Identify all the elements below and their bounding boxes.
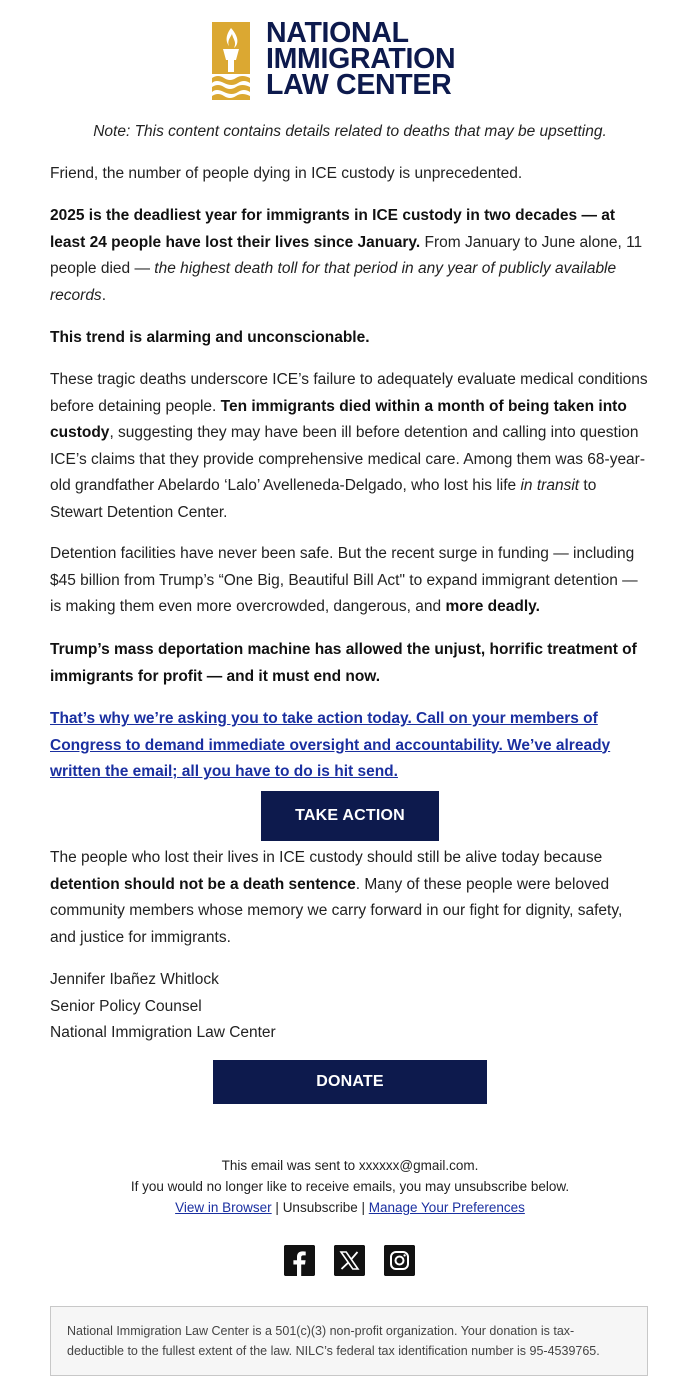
paragraph-closing [50, 845, 650, 951]
deadliest-year-end: . [101, 286, 106, 304]
facebook-icon[interactable] [284, 1245, 315, 1276]
x-icon[interactable] [334, 1245, 365, 1276]
paragraph-medical-failure [50, 367, 650, 526]
signature-block [50, 967, 650, 1047]
footer-separator: | [271, 1200, 283, 1215]
manage-preferences-link[interactable]: Manage Your Preferences [368, 1200, 525, 1215]
unsubscribe-link[interactable]: Unsubscribe [282, 1200, 358, 1215]
medical-failure-text-3: to Stewart Detention Center. [50, 477, 597, 521]
paragraph-alarming [50, 325, 650, 352]
footer-links [0, 1197, 700, 1218]
content-warning-note: Note: This content contains details related to deaths that may be upsetting. [93, 123, 607, 140]
legal-disclaimer-box [50, 1306, 648, 1376]
signature-title: Senior Policy Counsel [50, 997, 202, 1015]
cta-take-action-link[interactable]: That’s why we’re asking you to take action today. Call on your members of Congress to demand immediate oversight and accountability. We’ve already written the email; all you have to do is hit send. [50, 710, 611, 780]
footer-sent-to: This email was sent to xxxxxx@gmail.com. [221, 1158, 479, 1173]
footer-unsubscribe-note: If you would no longer like to receive emails, you may unsubscribe below. [130, 1179, 570, 1194]
paragraph-intro [50, 161, 650, 188]
paragraph-deportation [50, 637, 650, 690]
view-in-browser-link[interactable]: View in Browser [175, 1200, 272, 1215]
paragraph-funding [50, 541, 650, 621]
footer-separator: | [357, 1200, 369, 1215]
signature-org: National Immigration Law Center [50, 1024, 276, 1041]
instagram-icon[interactable] [384, 1245, 415, 1276]
closing-text-1: The people who lost their lives in ICE custody should still be alive today because [50, 849, 603, 866]
deadliest-year-text: From January to June alone, 11 people died — [50, 233, 643, 277]
logo-wordmark [266, 17, 456, 101]
deportation-bold: Trump’s mass deportation machine has allowed the unjust, horrific treatment of immigrants for profit — and it must end now. [50, 641, 637, 685]
funding-bold: more deadly. [445, 598, 540, 615]
paragraph-intro-text: Friend, the number of people dying in ICE custody is unprecedented. [50, 165, 523, 182]
logo-line-3: LAW CENTER [266, 69, 452, 101]
funding-text: Detention facilities have never been safe. But the recent surge in funding — including $45 billion from Trump’s “One Big, Beautiful Bill Act" to expand immigrant detention — is making them even more overcrowded, dangerous, and [50, 545, 638, 615]
take-action-button[interactable]: TAKE ACTION [261, 791, 439, 841]
deadliest-year-italic: the highest death toll for that period in any year of publicly available records [50, 260, 617, 304]
legal-disclaimer-text: National Immigration Law Center is a 501(c)(3) non-profit organization. Your donation is tax-deductible to the fullest extent of the law. NILC’s federal tax identification number is 95-4539765. [67, 1324, 600, 1358]
deadliest-year-bold: 2025 is the deadliest year for immigrants in ICE custody in two decades — at least 24 people have lost their lives since January. [50, 207, 616, 251]
paragraph-deadliest-year [50, 203, 650, 309]
social-links [284, 1245, 416, 1277]
nilc-logo[interactable] [212, 17, 492, 101]
logo-line-2: IMMIGRATION [266, 43, 456, 75]
medical-failure-text-1: These tragic deaths underscore ICE’s failure to adequately evaluate medical conditions before detaining people. [50, 371, 648, 415]
medical-failure-bold: Ten immigrants died within a month of being taken into custody [50, 397, 627, 441]
donate-button[interactable]: DONATE [213, 1060, 487, 1104]
footer [0, 1155, 700, 1218]
alarming-bold: This trend is alarming and unconscionable. [50, 329, 370, 346]
medical-failure-italic: in transit [520, 477, 580, 494]
medical-failure-text-2: , suggesting they may have been ill before detention and calling into question ICE’s claims that they provide comprehensive medical care. Among them was 68-year-old grandfather Abelardo ‘Lalo’ Avelleneda-Delgado, who lost his life [50, 424, 646, 494]
paragraph-cta [50, 706, 650, 786]
logo-line-1: NATIONAL [266, 17, 409, 49]
closing-text-2: . Many of these people were beloved community members whose memory we carry forward in our fight for dignity, safety, and justice for immigrants. [50, 875, 623, 946]
torch-logo-icon [212, 22, 250, 100]
closing-bold: detention should not be a death sentence [50, 875, 356, 893]
signature-name: Jennifer Ibañez Whitlock [50, 971, 219, 988]
